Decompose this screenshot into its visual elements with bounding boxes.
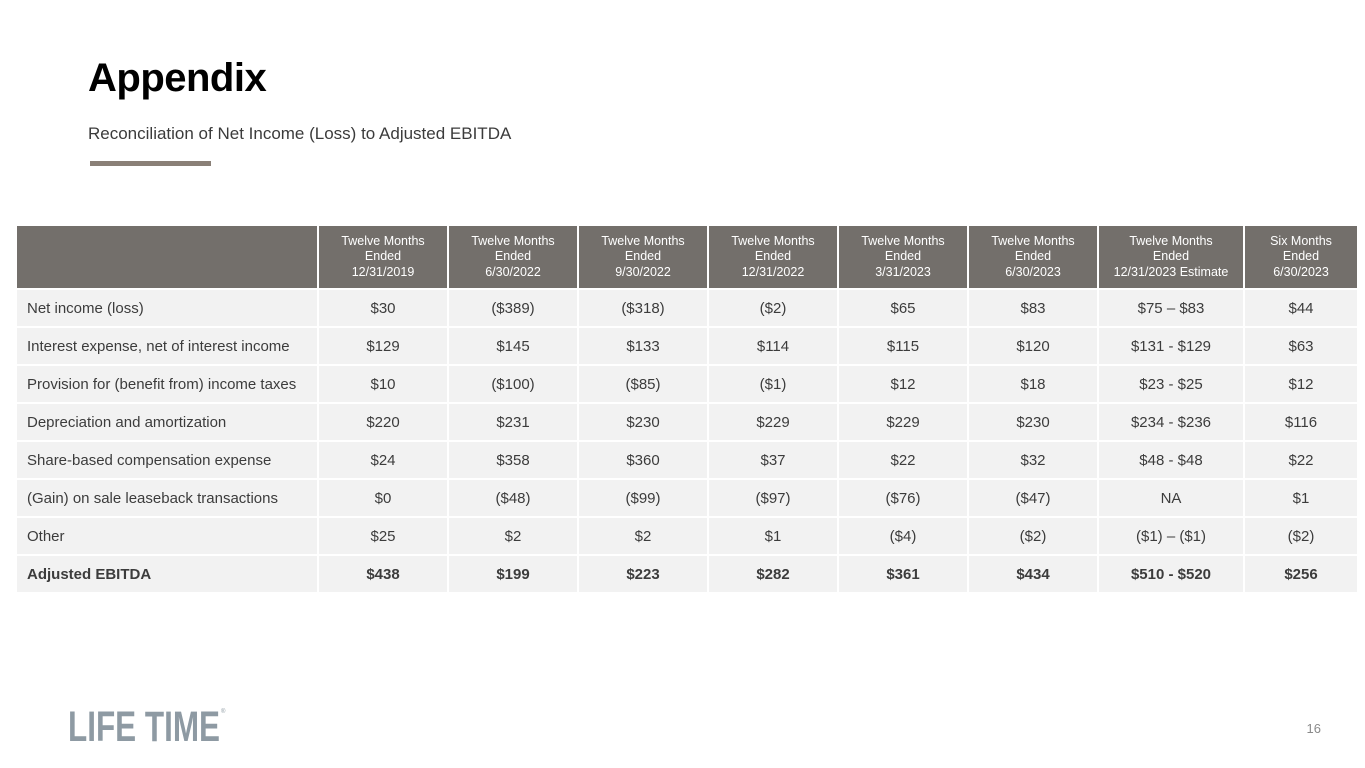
column-header-line: Ended	[754, 249, 792, 264]
table-cell: ($2)	[1245, 518, 1357, 554]
column-header-line: Twelve Months	[471, 233, 555, 248]
table-row	[17, 366, 1357, 402]
table-row-total	[17, 556, 1357, 592]
table-cell: $282	[709, 556, 837, 592]
column-header-line: Ended	[624, 249, 662, 264]
table-cell: $0	[319, 480, 447, 516]
registered-mark: ®	[221, 709, 226, 715]
column-header-line: 9/30/2022	[615, 264, 671, 279]
column-header-line: Ended	[364, 249, 402, 264]
table-cell: $116	[1245, 404, 1357, 440]
table-cell: $32	[969, 442, 1097, 478]
column-header	[319, 226, 447, 288]
column-header	[709, 226, 837, 288]
table-cell: ($1) – ($1)	[1099, 518, 1243, 554]
table-cell: $129	[319, 328, 447, 364]
column-header	[839, 226, 967, 288]
table-cell: $199	[449, 556, 577, 592]
row-label: Provision for (benefit from) income taxes	[17, 366, 317, 402]
table-cell: $120	[969, 328, 1097, 364]
table-cell: $131 - $129	[1099, 328, 1243, 364]
row-label: Depreciation and amortization	[17, 404, 317, 440]
table-cell: $18	[969, 366, 1097, 402]
column-header	[579, 226, 707, 288]
column-header-line: Ended	[494, 249, 532, 264]
table-cell: ($97)	[709, 480, 837, 516]
column-header-line: Twelve Months	[341, 233, 425, 248]
table-cell: $65	[839, 290, 967, 326]
table-cell: $1	[709, 518, 837, 554]
column-header-line: 3/31/2023	[875, 264, 931, 279]
table-cell: $510 - $520	[1099, 556, 1243, 592]
table-cell: $360	[579, 442, 707, 478]
table-header	[17, 226, 1357, 288]
column-header-line: Twelve Months	[1129, 233, 1213, 248]
table-cell: $44	[1245, 290, 1357, 326]
table-cell: $230	[969, 404, 1097, 440]
row-label: Other	[17, 518, 317, 554]
table-cell: $256	[1245, 556, 1357, 592]
life-time-logo	[68, 704, 228, 746]
table-row	[17, 328, 1357, 364]
row-label: Interest expense, net of interest income	[17, 328, 317, 364]
table-row	[17, 290, 1357, 326]
table-cell: $438	[319, 556, 447, 592]
table-cell: $48 - $48	[1099, 442, 1243, 478]
column-header	[1245, 226, 1357, 288]
table-cell: $37	[709, 442, 837, 478]
table-cell: $223	[579, 556, 707, 592]
table-cell: $24	[319, 442, 447, 478]
table-cell: $30	[319, 290, 447, 326]
column-header-line: 6/30/2023	[1005, 264, 1061, 279]
table-cell: $115	[839, 328, 967, 364]
table-cell: ($2)	[969, 518, 1097, 554]
column-header-line: Twelve Months	[731, 233, 815, 248]
column-header-line: Ended	[1014, 249, 1052, 264]
column-header-line: 12/31/2019	[351, 264, 415, 279]
column-header-line: 6/30/2023	[1273, 264, 1329, 279]
table-cell: ($100)	[449, 366, 577, 402]
table-body	[17, 290, 1357, 592]
table-cell: ($47)	[969, 480, 1097, 516]
column-header-line: Twelve Months	[861, 233, 945, 248]
table-cell: ($85)	[579, 366, 707, 402]
column-header-line: Six Months	[1270, 233, 1332, 248]
table-row	[17, 442, 1357, 478]
table-cell: $434	[969, 556, 1097, 592]
table-cell: $12	[839, 366, 967, 402]
table-cell: $1	[1245, 480, 1357, 516]
table-cell: ($2)	[709, 290, 837, 326]
column-header-line: Twelve Months	[991, 233, 1075, 248]
column-header-line: 12/31/2023 Estimate	[1113, 264, 1229, 279]
row-label: (Gain) on sale leaseback transactions	[17, 480, 317, 516]
table-cell: $2	[579, 518, 707, 554]
column-header	[1099, 226, 1243, 288]
column-header-line: Ended	[1152, 249, 1190, 264]
table-cell: $229	[709, 404, 837, 440]
table-cell: $23 - $25	[1099, 366, 1243, 402]
table-cell: $12	[1245, 366, 1357, 402]
column-header-line: Twelve Months	[601, 233, 685, 248]
table-cell: $25	[319, 518, 447, 554]
page-number: 16	[1306, 721, 1321, 736]
table-header-row	[17, 226, 1357, 288]
table-cell: $10	[319, 366, 447, 402]
table-cell: $133	[579, 328, 707, 364]
row-label: Net income (loss)	[17, 290, 317, 326]
table-header-blank-cell	[17, 226, 317, 288]
table-cell: ($1)	[709, 366, 837, 402]
table-cell: $83	[969, 290, 1097, 326]
column-header-line: Ended	[884, 249, 922, 264]
column-header	[969, 226, 1097, 288]
table-cell: ($318)	[579, 290, 707, 326]
table-row	[17, 404, 1357, 440]
row-label: Adjusted EBITDA	[17, 556, 317, 592]
table-cell: ($389)	[449, 290, 577, 326]
table-cell: NA	[1099, 480, 1243, 516]
page-subtitle: Reconciliation of Net Income (Loss) to Adjusted EBITDA	[88, 124, 512, 143]
table-cell: $229	[839, 404, 967, 440]
table-cell: ($4)	[839, 518, 967, 554]
table-cell: $358	[449, 442, 577, 478]
table-cell: $361	[839, 556, 967, 592]
column-header-line: 12/31/2022	[741, 264, 805, 279]
logo-wordmark: LIFE TIME	[68, 704, 220, 746]
table-cell: $220	[319, 404, 447, 440]
page-title: Appendix	[88, 56, 267, 100]
column-header-line: Ended	[1282, 249, 1320, 264]
table-cell: ($76)	[839, 480, 967, 516]
table-cell: $2	[449, 518, 577, 554]
table-cell: $63	[1245, 328, 1357, 364]
table-cell: $22	[1245, 442, 1357, 478]
table-cell: $114	[709, 328, 837, 364]
table-cell: $230	[579, 404, 707, 440]
reconciliation-table	[15, 224, 1359, 594]
column-header	[449, 226, 577, 288]
row-label: Share-based compensation expense	[17, 442, 317, 478]
table-cell: ($48)	[449, 480, 577, 516]
table-cell: $75 – $83	[1099, 290, 1243, 326]
table-row	[17, 518, 1357, 554]
table-row	[17, 480, 1357, 516]
table-cell: $231	[449, 404, 577, 440]
table-cell: ($99)	[579, 480, 707, 516]
accent-divider	[90, 161, 211, 166]
table-cell: $145	[449, 328, 577, 364]
table-cell: $234 - $236	[1099, 404, 1243, 440]
table-cell: $22	[839, 442, 967, 478]
column-header-line: 6/30/2022	[485, 264, 541, 279]
